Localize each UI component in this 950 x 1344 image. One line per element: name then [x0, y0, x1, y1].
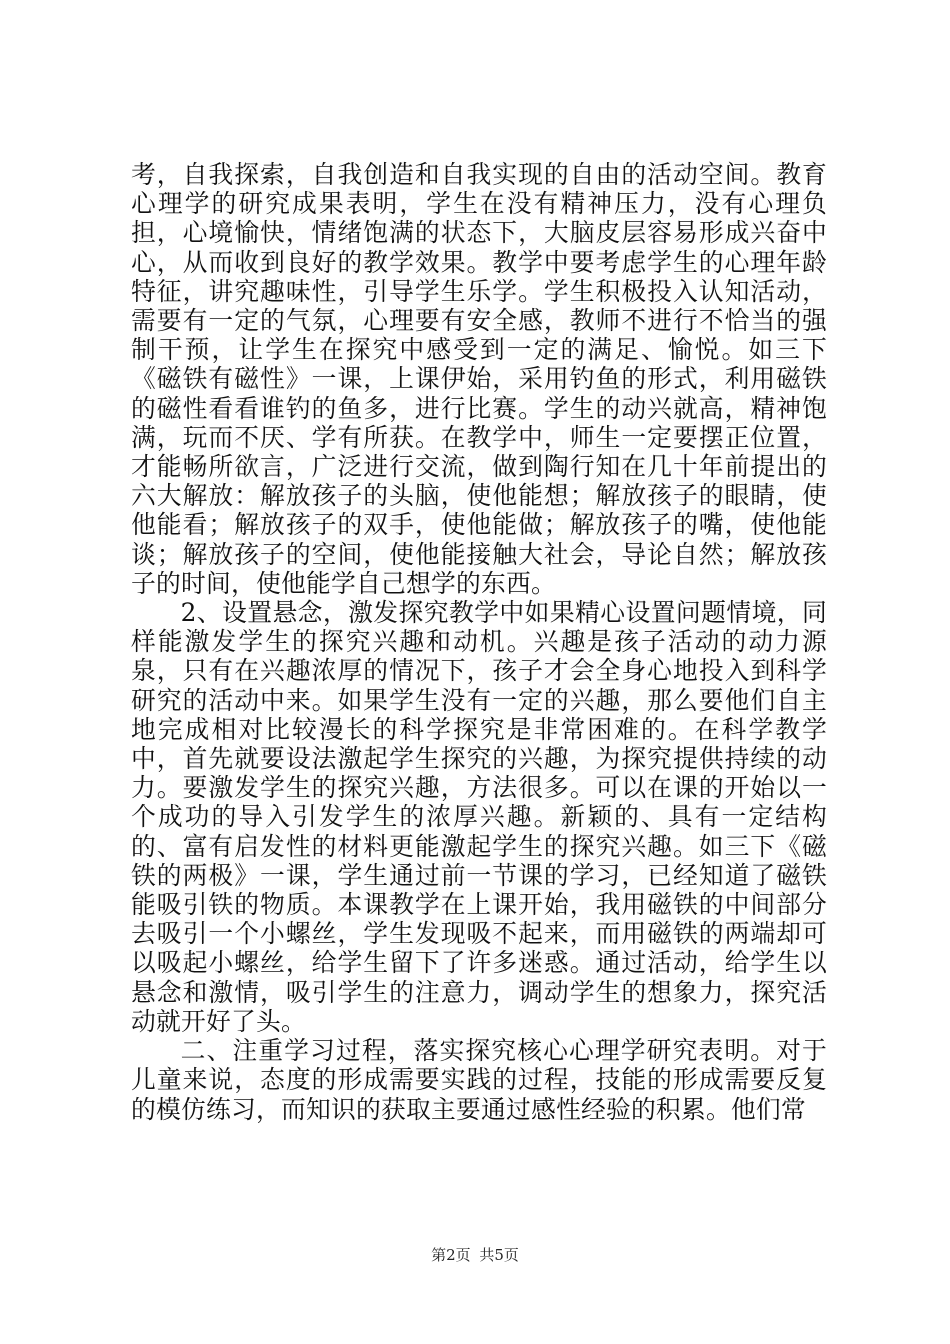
page-number: 第2页 [431, 1246, 471, 1264]
page-total: 共5页 [479, 1246, 519, 1264]
page-footer [0, 1244, 950, 1265]
paragraph-1: 考，自我探索，自我创造和自我实现的自由的活动空间。教育心理学的研究成果表明，学生在没有精神压力，没有心理负担，心境愉快，情绪饱满的状态下，大脑皮层容易形成兴奋中心，从而收到良好的教学效果。教学中要考虑学生的心理年龄特征，讲究趣味性，引导学生乐学。学生积极投入认知活动，需要有一定的气氛，心理要有安全感，教师不进行不恰当的强制干预，让学生在探究中感受到一定的满足、愉悦。如三下《磁铁有磁性》一课，上课伊始，采用钓鱼的形式，利用磁铁的磁性看看谁钓的鱼多，进行比赛。学生的动兴就高，精神饱满，玩而不厌、学有所获。在教学中，师生一定要摆正位置，才能畅所欲言，广泛进行交流，做到陶行知在几十年前提出的六大解放：解放孩子的头脑，使他能想；解放孩子的眼睛，使他能看；解放孩子的双手，使他能做；解放孩子的嘴，使他能谈；解放孩子的空间，使他能接触大社会，导论自然；解放孩子的时间，使他能学自己想学的东西。 [131, 160, 827, 598]
paragraph-2: 2、设置悬念，激发探究教学中如果精心设置问题情境，同样能激发学生的探究兴趣和动机。兴趣是孩子活动的动力源泉，只有在兴趣浓厚的情况下，孩子才会全身心地投入到科学研究的活动中来。如果学生没有一定的兴趣，那么要他们自主地完成相对比较漫长的科学探究是非常困难的。在科学教学中，首先就要设法激起学生探究的兴趣，为探究提供持续的动力。要激发学生的探究兴趣，方法很多。可以在课的开始以一个成功的导入引发学生的浓厚兴趣。新颖的、具有一定结构的、富有启发性的材料更能激起学生的探究兴趣。如三下《磁铁的两极》一课，学生通过前一节课的学习，已经知道了磁铁能吸引铁的物质。本课教学在上课开始，我用磁铁的中间部分去吸引一个小螺丝，学生发现吸不起来，而用磁铁的两端却可以吸起小螺丝，给学生留下了许多迷惑。通过活动，给学生以悬念和激情，吸引学生的注意力，调动学生的想象力，探究活动就开好了头。 [131, 598, 827, 1036]
document-body [131, 160, 827, 1124]
paragraph-3: 二、注重学习过程，落实探究核心心理学研究表明。对于儿童来说，态度的形成需要实践的过程，技能的形成需要反复的模仿练习，而知识的获取主要通过感性经验的积累。他们常 [131, 1036, 827, 1124]
